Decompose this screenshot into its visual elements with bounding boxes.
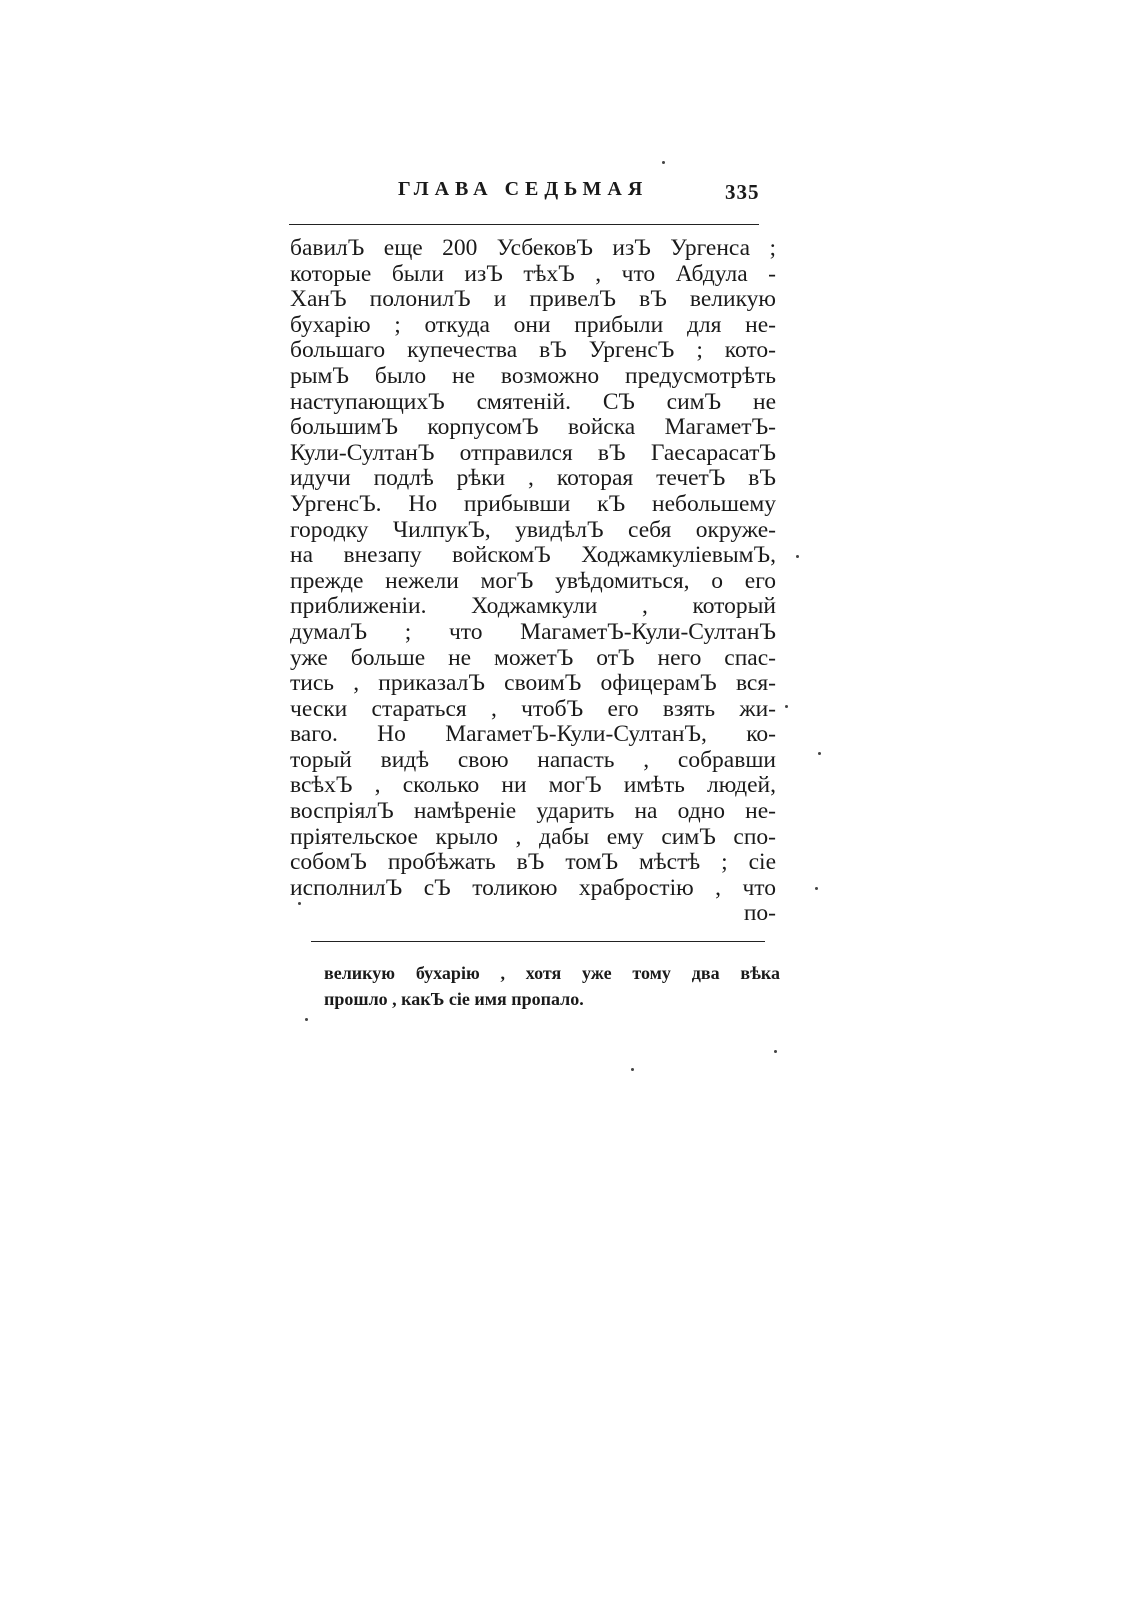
text-line: идучи подлѣ рѣки , которая течетЪ вЪ [290, 465, 776, 492]
text-line: торый видѣ свою напасть , собравши [290, 746, 776, 773]
footnote-block [324, 960, 780, 1012]
footnote-rule [311, 941, 765, 942]
text-line: рымЪ было не возможно предусмотрѣть [290, 362, 776, 389]
text-line: приближеніи. Ходжамкули , который [290, 593, 776, 620]
scan-speck [796, 555, 799, 558]
scan-speck [305, 1018, 308, 1021]
text-line: пріятельское крыло , дабы ему симЪ спо- [290, 823, 776, 850]
text-line: собомЪ пробѣжать вЪ томЪ мѣстѣ ; сіе [290, 849, 776, 876]
scan-speck [774, 1050, 777, 1053]
text-line: большаго купечества вЪ УргенсЪ ; кото- [290, 337, 776, 364]
text-line: прежде нежели могЪ увѣдомиться, о его [290, 567, 776, 594]
text-line: большимЪ корпусомЪ войска МагаметЪ- [290, 414, 776, 441]
scan-speck [815, 887, 818, 890]
text-line: ХанЪ полонилЪ и привелЪ вЪ великую [290, 286, 776, 313]
scan-speck [662, 161, 665, 164]
text-line: ваго. Но МагаметЪ-Кули-СултанЪ, ко- [290, 721, 776, 748]
text-line: городку ЧилпукЪ, увидѣлЪ себя окруже- [290, 516, 776, 543]
text-line: УргенсЪ. Но прибывши кЪ небольшему [290, 490, 776, 517]
text-line: бухарію ; откуда они прибыли для не- [290, 311, 776, 338]
text-line: Кули-СултанЪ отправился вЪ ГаесарасатЪ [290, 439, 776, 466]
header-rule [289, 224, 759, 225]
text-line: тись , приказалЪ своимЪ офицерамЪ вся- [290, 670, 776, 697]
main-text-block [290, 236, 776, 927]
scan-speck [818, 752, 821, 755]
text-line: воспріялЪ намѣреніе ударить на одно не- [290, 798, 776, 825]
text-line: на внезапу войскомЪ ХоджамкуліевымЪ, [290, 542, 776, 569]
text-line: которые были изЪ тѣхЪ , что Абдула - [290, 260, 776, 287]
footnote-line: прошло , какЪ сіе имя пропало. [324, 989, 584, 1009]
catchword-line: по- [743, 900, 776, 927]
text-line: чески стараться , чтобЪ его взять жи- [290, 695, 776, 722]
text-line: думалЪ ; что МагаметЪ-Кули-СултанЪ [290, 618, 776, 645]
scan-speck [785, 705, 788, 708]
page-number: 335 [725, 180, 760, 204]
text-line: уже больше не можетЪ отЪ него спас- [290, 644, 776, 671]
text-line: исполнилЪ сЪ толикою храбростію , что [290, 874, 776, 901]
scan-speck [298, 902, 301, 905]
text-line: наступающихЪ смятеній. СЪ симЪ не [290, 388, 776, 415]
footnote-line: великую бухарію , хотя уже тому два вѣка [324, 963, 780, 983]
running-head-title: ГЛАВА СЕДЬМАЯ [398, 178, 649, 200]
scan-speck [631, 1068, 634, 1071]
text-line: бавилЪ еще 200 УсбековЪ изЪ Ургенса ; [290, 235, 776, 261]
text-line: всѣхЪ , сколько ни могЪ имѣть людей, [290, 772, 776, 799]
